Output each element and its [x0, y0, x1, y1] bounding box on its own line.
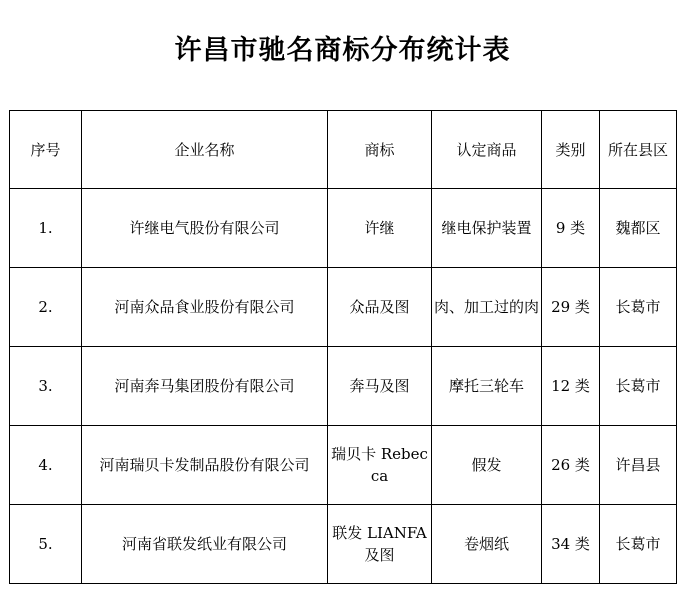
table-row [10, 426, 677, 505]
cell-company: 河南瑞贝卡发制品股份有限公司 [82, 426, 328, 505]
cell-class: 12 类 [542, 347, 600, 426]
cell-company: 河南众品食业股份有限公司 [82, 268, 328, 347]
cell-region: 魏都区 [600, 189, 677, 268]
trademark-table [9, 110, 677, 584]
table-row [10, 505, 677, 584]
cell-class: 26 类 [542, 426, 600, 505]
cell-index: 4. [10, 426, 82, 505]
cell-trademark: 奔马及图 [328, 347, 432, 426]
page-title: 许昌市驰名商标分布统计表 [174, 35, 511, 66]
cell-company: 河南奔马集团股份有限公司 [82, 347, 328, 426]
cell-goods: 卷烟纸 [432, 505, 542, 584]
header-class: 类别 [542, 111, 600, 189]
cell-index: 5. [10, 505, 82, 584]
cell-class: 34 类 [542, 505, 600, 584]
cell-index: 2. [10, 268, 82, 347]
cell-company: 河南省联发纸业有限公司 [82, 505, 328, 584]
header-company: 企业名称 [82, 111, 328, 189]
cell-trademark: 众品及图 [328, 268, 432, 347]
cell-region: 长葛市 [600, 347, 677, 426]
cell-region: 长葛市 [600, 268, 677, 347]
cell-trademark: 联发 LIANFA 及图 [328, 505, 432, 584]
header-index: 序号 [10, 111, 82, 189]
cell-trademark: 瑞贝卡 Rebecca [328, 426, 432, 505]
cell-goods: 继电保护装置 [432, 189, 542, 268]
cell-index: 3. [10, 347, 82, 426]
cell-company: 许继电气股份有限公司 [82, 189, 328, 268]
header-trademark: 商标 [328, 111, 432, 189]
table-header-row [10, 111, 677, 189]
table-row [10, 347, 677, 426]
cell-goods: 肉、加工过的肉 [432, 268, 542, 347]
header-goods: 认定商品 [432, 111, 542, 189]
cell-goods: 假发 [432, 426, 542, 505]
cell-goods: 摩托三轮车 [432, 347, 542, 426]
cell-trademark: 许继 [328, 189, 432, 268]
table-row [10, 189, 677, 268]
cell-region: 长葛市 [600, 505, 677, 584]
cell-region: 许昌县 [600, 426, 677, 505]
cell-class: 9 类 [542, 189, 600, 268]
cell-class: 29 类 [542, 268, 600, 347]
table-row [10, 268, 677, 347]
header-region: 所在县区 [600, 111, 677, 189]
cell-index: 1. [10, 189, 82, 268]
